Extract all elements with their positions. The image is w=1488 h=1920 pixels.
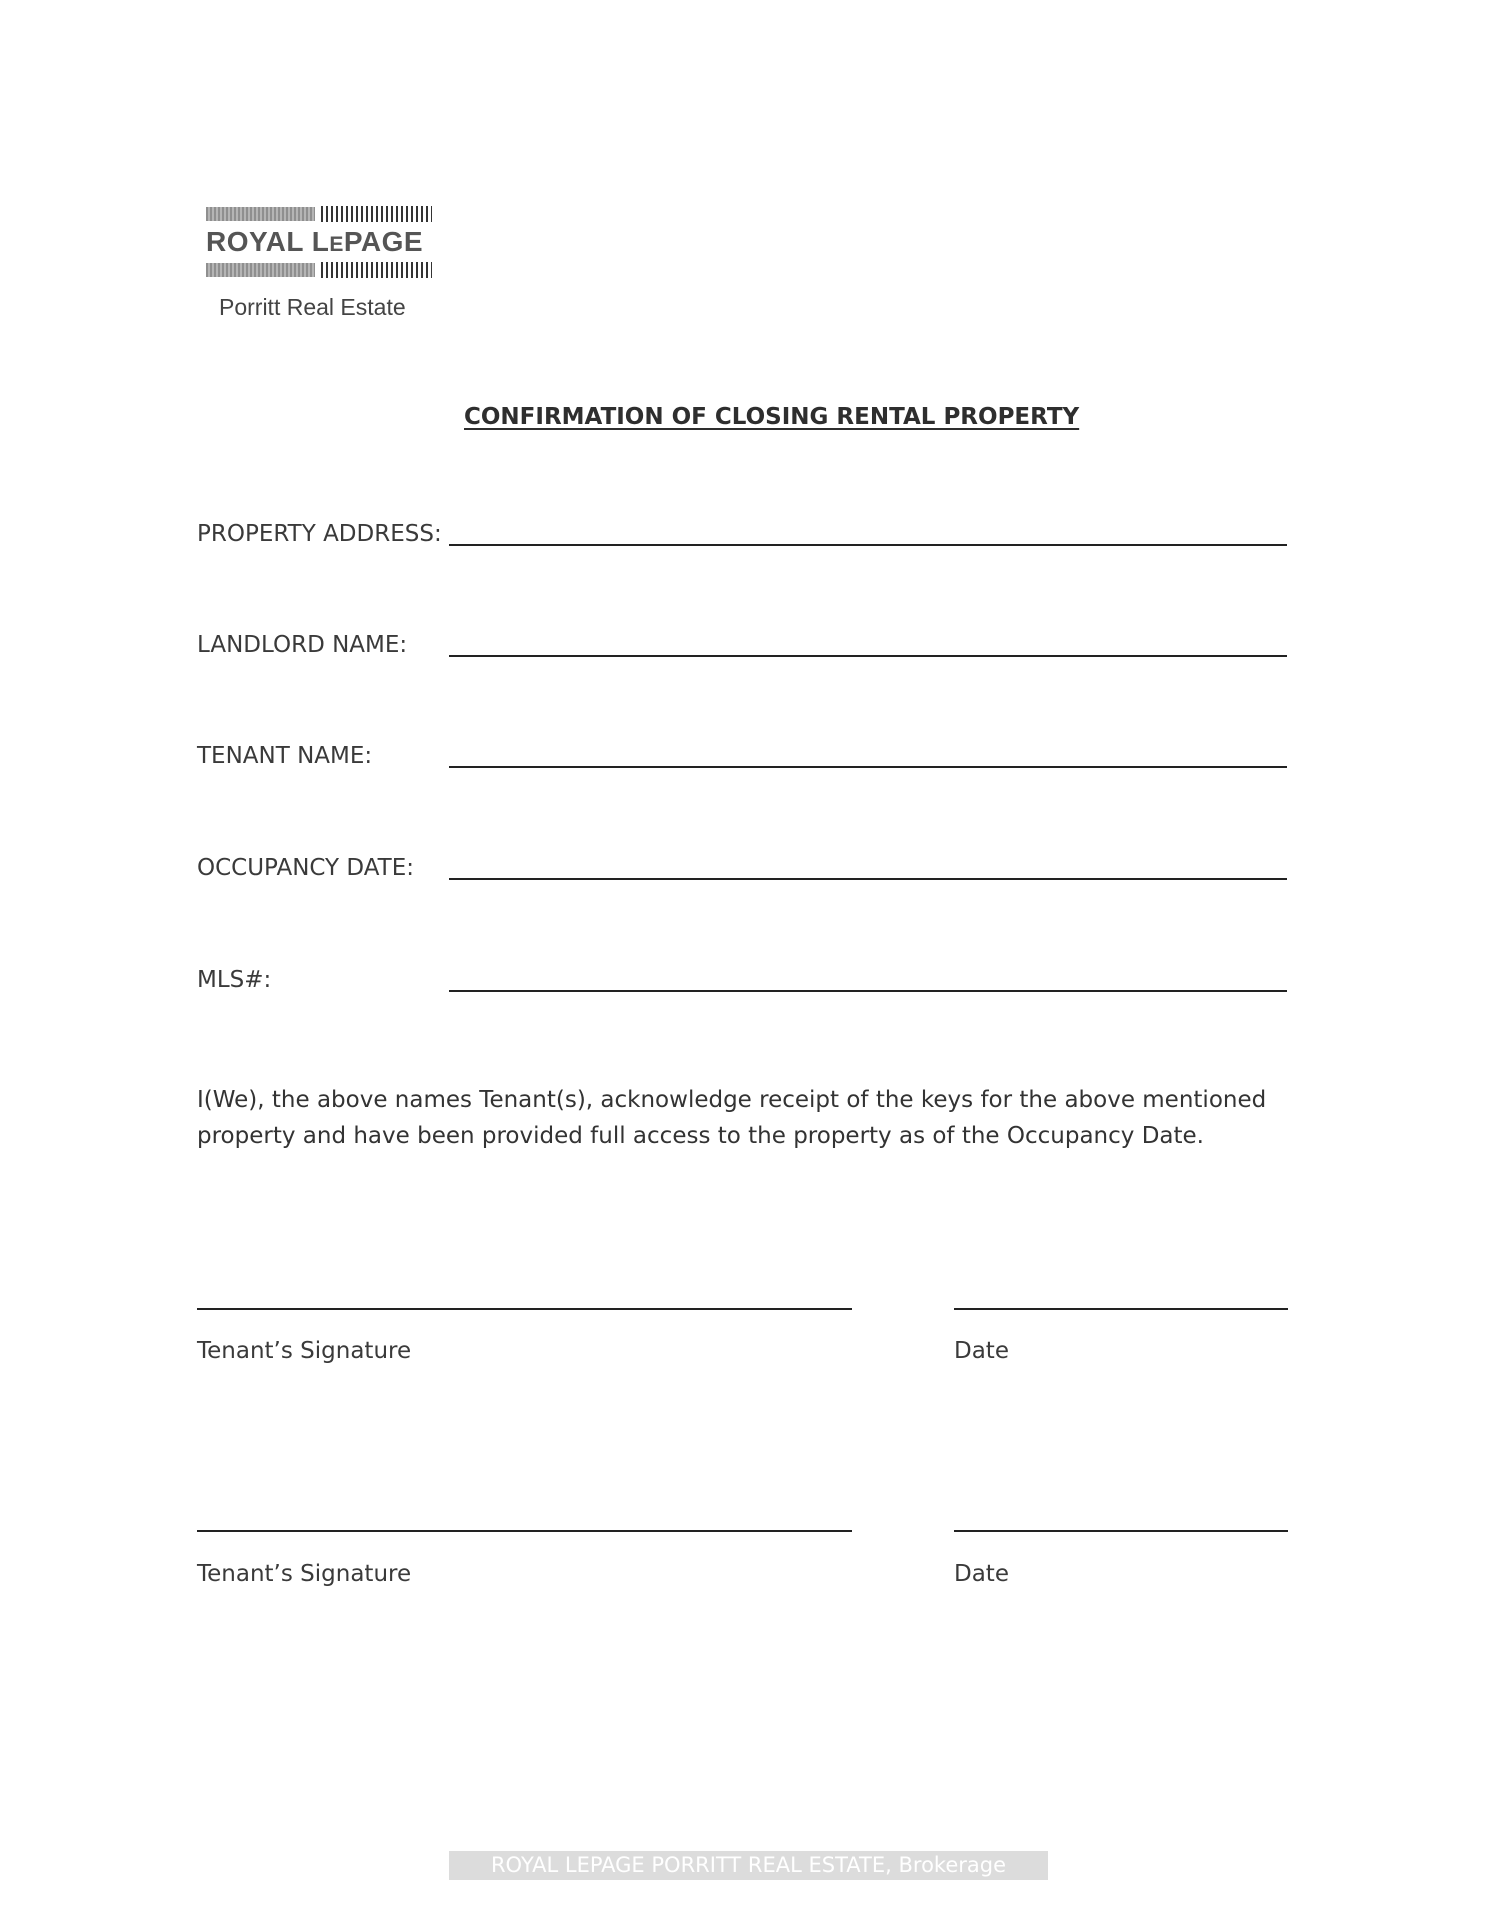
property-address-line xyxy=(449,544,1287,546)
brokerage-watermark: ROYAL LEPAGE PORRITT REAL ESTATE, Brokerage xyxy=(449,1851,1048,1880)
date-line-1 xyxy=(954,1308,1288,1310)
mls-line xyxy=(449,990,1287,992)
logo-subtitle: Porritt Real Estate xyxy=(219,294,406,320)
acknowledgement-line-1: I(We), the above names Tenant(s), acknowledge receipt of the keys for the above mentioned xyxy=(197,1087,1267,1113)
landlord-name-line xyxy=(449,655,1287,657)
occupancy-date-line xyxy=(449,878,1287,880)
logo-wordmark: ROYAL LEPAGE xyxy=(206,226,424,257)
logo-top-bar xyxy=(206,206,432,222)
tenant-name-line xyxy=(449,766,1287,768)
acknowledgement-line-2: property and have been provided full access to the property as of the Occupancy Date. xyxy=(197,1123,1204,1149)
logo-bottom-bar xyxy=(206,262,432,278)
document-title: CONFIRMATION OF CLOSING RENTAL PROPERTY xyxy=(464,404,1080,430)
acknowledgement-text xyxy=(197,1082,1297,1154)
tenant-signature-line-2 xyxy=(197,1530,852,1532)
tenant-name-label: TENANT NAME: xyxy=(197,743,373,769)
tenant-signature-label-2: Tenant’s Signature xyxy=(197,1561,412,1587)
mls-label: MLS#: xyxy=(197,967,272,993)
royal-lepage-logo xyxy=(206,206,436,320)
landlord-name-label: LANDLORD NAME: xyxy=(197,632,408,658)
date-label-1: Date xyxy=(954,1338,1009,1364)
tenant-signature-line-1 xyxy=(197,1308,852,1310)
tenant-signature-label-1: Tenant’s Signature xyxy=(197,1338,412,1364)
date-label-2: Date xyxy=(954,1561,1009,1587)
date-line-2 xyxy=(954,1530,1288,1532)
occupancy-date-label: OCCUPANCY DATE: xyxy=(197,855,414,881)
property-address-label: PROPERTY ADDRESS: xyxy=(197,521,442,547)
